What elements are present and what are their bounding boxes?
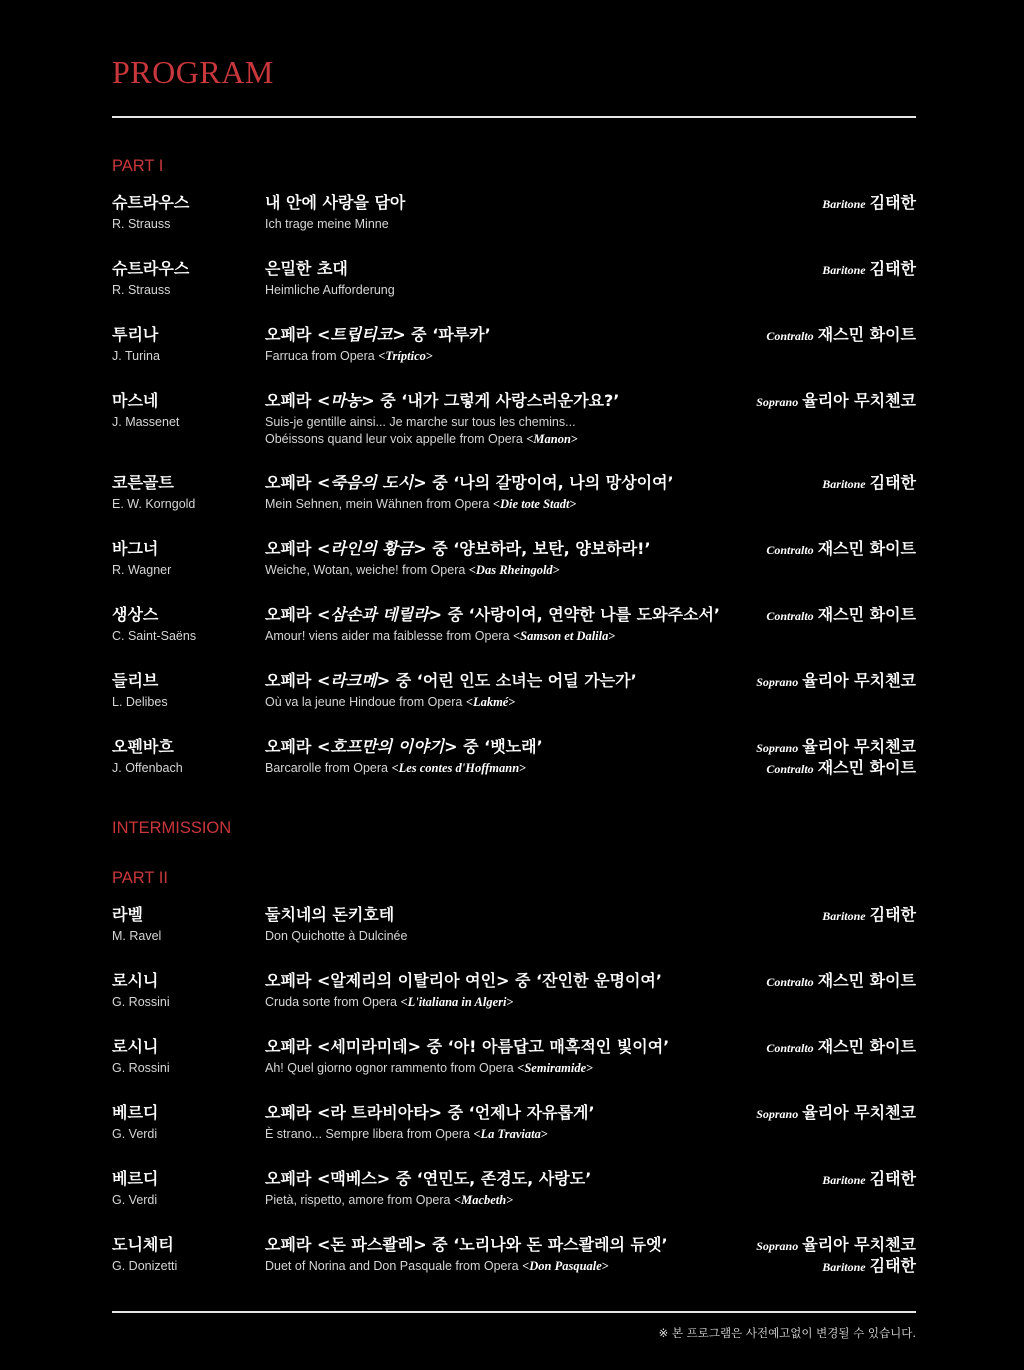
work (265, 905, 735, 945)
composer-name-en: C. Saint-Saëns (112, 629, 197, 643)
angle-bracket: > (425, 349, 433, 363)
work-title-en (265, 928, 735, 945)
performer-name: 재스민 화이트 (817, 539, 916, 558)
work-title-text: Farruca from Opera (265, 349, 379, 363)
work-title-en (265, 1060, 735, 1077)
performer-name: 율리아 무치첸코 (802, 1103, 916, 1122)
work (265, 391, 735, 448)
work-title-en (265, 628, 735, 645)
work-title-ko (265, 1169, 735, 1189)
angle-bracket: > (508, 695, 516, 709)
composer-name-ko: 코른골트 (112, 473, 174, 492)
composer-name-en: G. Rossini (112, 1061, 170, 1075)
opera-title-en: La Traviata (480, 1127, 541, 1141)
work-title-text: Suis-je gentille ainsi... Je marche sur tous les chemins... (265, 415, 576, 429)
performer-name: 율리아 무치첸코 (802, 391, 916, 410)
voice-type: Baritone (822, 263, 866, 277)
work-title-text: 오페라 < (265, 737, 331, 756)
angle-bracket: < (468, 563, 476, 577)
performer-name: 김태한 (869, 193, 916, 212)
composer-name-en: G. Donizetti (112, 1259, 178, 1273)
composer-name-en: R. Strauss (112, 283, 171, 297)
composer (112, 473, 262, 512)
performer (756, 1256, 916, 1277)
work (265, 539, 735, 579)
performer-name: 율리아 무치첸코 (802, 671, 916, 690)
composer-name-ko: 들리브 (112, 671, 159, 690)
composer (112, 259, 262, 298)
angle-bracket: < (378, 349, 386, 363)
composer-name-ko: 로시니 (112, 1037, 159, 1056)
work-title-text: 오페라 < (265, 539, 331, 558)
work-title-ko (265, 1235, 735, 1255)
work-title-text: Amour! viens aider ma faiblesse from Opera (265, 629, 514, 643)
composer (112, 325, 262, 364)
work-title-text: 오페라 <세미라미데> 중 ‘아! 아름답고 매혹적인 빛이여’ (265, 1037, 670, 1056)
opera-title-en: Die tote Stadt (500, 497, 570, 511)
opera-title-en: Das Rheingold (475, 563, 553, 577)
work (265, 1103, 735, 1143)
voice-type: Baritone (822, 477, 866, 491)
angle-bracket: < (465, 695, 473, 709)
composer-name-en: M. Ravel (112, 929, 162, 943)
work (265, 971, 735, 1011)
work-title-text: Weiche, Wotan, weiche! from Opera (265, 563, 469, 577)
work-title-ko (265, 605, 735, 625)
opera-title-en: Manon (533, 432, 571, 446)
performers (822, 193, 916, 214)
composer-name-en: G. Verdi (112, 1193, 158, 1207)
performer (756, 1235, 916, 1256)
composer-name-ko: 베르디 (112, 1169, 159, 1188)
voice-type: Baritone (822, 1260, 866, 1274)
opera-title-en: L'italiana in Algeri (407, 995, 507, 1009)
composer-name-ko: 베르디 (112, 1103, 159, 1122)
work-title-en (265, 1258, 735, 1275)
performer (766, 1037, 916, 1058)
angle-bracket: < (453, 1193, 462, 1207)
work-title-text: 오페라 < (265, 325, 331, 344)
work-title-text: 오페라 < (265, 473, 331, 492)
work-title-en (265, 1192, 735, 1209)
angle-bracket: < (522, 1259, 530, 1273)
voice-type: Contralto (766, 975, 814, 989)
work-title-en (265, 348, 735, 365)
composer-name-en: J. Offenbach (112, 761, 183, 775)
work-title-en (265, 1126, 735, 1143)
performer (822, 193, 916, 214)
composer (112, 193, 262, 232)
performer-name: 김태한 (869, 1169, 916, 1188)
composer-name-ko: 투리나 (112, 325, 159, 344)
performer-name: 재스민 화이트 (817, 1037, 916, 1056)
angle-bracket: > (601, 1259, 609, 1273)
angle-bracket: < (526, 432, 534, 446)
work (265, 1037, 735, 1077)
work (265, 605, 735, 645)
angle-bracket: < (391, 761, 399, 775)
work-title-text: 오페라 <알제리의 이탈리아 여인> 중 ‘잔인한 운명이여’ (265, 971, 662, 990)
angle-bracket: < (517, 1061, 525, 1075)
composer-name-en: J. Massenet (112, 415, 180, 429)
angle-bracket: > (519, 761, 527, 775)
voice-type: Soprano (756, 395, 799, 409)
work-title-ko (265, 391, 735, 411)
voice-type: Baritone (822, 197, 866, 211)
opera-title-en: Don Pasquale (529, 1259, 602, 1273)
performer-name: 재스민 화이트 (817, 758, 916, 777)
performers (756, 737, 916, 779)
work-title-ko (265, 671, 735, 691)
work-title-text: Duet of Norina and Don Pasquale from Opera (265, 1259, 523, 1273)
performer-name: 재스민 화이트 (817, 325, 916, 344)
performer-name: 재스민 화이트 (817, 971, 916, 990)
work-title-text: Ah! Quel giorno ognor rammento from Opera (265, 1061, 518, 1075)
opera-title-en: Macbeth (461, 1193, 507, 1207)
work-title-ko (265, 971, 735, 991)
work-title-text: È strano... Sempre libera from Opera (265, 1127, 474, 1141)
angle-bracket: > (586, 1061, 594, 1075)
work-title-en (265, 562, 735, 579)
work-title-ko (265, 473, 735, 493)
performers (822, 473, 916, 494)
opera-title-ko: 삼손과 데릴라 (330, 605, 429, 624)
work-title-en (265, 994, 735, 1011)
work-title-text: 오페라 < (265, 391, 331, 410)
composer (112, 1037, 262, 1076)
voice-type: Soprano (756, 675, 799, 689)
composer-name-ko: 마스네 (112, 391, 159, 410)
performer (756, 671, 916, 692)
work-title-text: 둘치네의 돈키호테 (265, 905, 395, 924)
work-title-en (265, 282, 735, 299)
composer-name-ko: 슈트라우스 (112, 193, 190, 212)
bottom-divider (112, 1311, 916, 1313)
performer (756, 1103, 916, 1124)
performer (766, 539, 916, 560)
performer (756, 391, 916, 412)
performers (756, 1235, 916, 1277)
work-title-text: 오페라 < (265, 605, 331, 624)
performer-name: 율리아 무치첸코 (802, 737, 916, 756)
section-intermission: INTERMISSION (112, 819, 232, 837)
performers (756, 391, 916, 412)
work-title-ko (265, 1103, 735, 1123)
performers (822, 1169, 916, 1190)
angle-bracket: > (506, 995, 514, 1009)
performers (766, 539, 916, 560)
voice-type: Baritone (822, 909, 866, 923)
voice-type: Soprano (756, 1239, 799, 1253)
voice-type: Contralto (766, 543, 814, 557)
composer (112, 539, 262, 578)
work-title-text: Mein Sehnen, mein Wähnen from Opera (265, 497, 493, 511)
angle-bracket: < (492, 497, 501, 511)
work-title-en (265, 694, 735, 711)
work-title-ko (265, 325, 735, 345)
work-title-en (265, 216, 735, 233)
work (265, 325, 735, 365)
opera-title-en: Semiramide (524, 1061, 587, 1075)
work-title-en (265, 760, 735, 777)
performers (766, 605, 916, 626)
voice-type: Baritone (822, 1173, 866, 1187)
performer-name: 김태한 (869, 259, 916, 278)
composer-name-en: G. Verdi (112, 1127, 158, 1141)
angle-bracket: > (569, 497, 577, 511)
voice-type: Contralto (766, 762, 814, 776)
work-title-text: Cruda sorte from Opera (265, 995, 401, 1009)
opera-title-en: Les contes d'Hoffmann (398, 761, 520, 775)
composer-name-ko: 생상스 (112, 605, 159, 624)
top-divider (112, 116, 916, 118)
performers (766, 971, 916, 992)
work-title-text: 오페라 <돈 파스콸레> 중 ‘노리나와 돈 파스콸레의 듀엣’ (265, 1235, 668, 1254)
work-title-text: > 중 ‘사랑이여, 연약한 나를 도와주소서’ (428, 605, 721, 624)
angle-bracket: < (513, 629, 521, 643)
work (265, 1169, 735, 1209)
angle-bracket: > (608, 629, 616, 643)
opera-title-ko: 트립티코 (330, 325, 393, 344)
work-title-en (265, 414, 735, 431)
composer-name-ko: 도니체티 (112, 1235, 174, 1254)
composer-name-ko: 오펜바흐 (112, 737, 174, 756)
performer (756, 758, 916, 779)
composer (112, 1235, 262, 1274)
work-title-text: 은밀한 초대 (265, 259, 348, 278)
composer (112, 391, 262, 430)
performer (766, 605, 916, 626)
work-title-ko (265, 1037, 735, 1057)
opera-title-ko: 라크메 (330, 671, 377, 690)
work-title-ko (265, 259, 735, 279)
performer-name: 율리아 무치첸코 (802, 1235, 916, 1254)
work-title-ko (265, 737, 735, 757)
work (265, 193, 735, 233)
work-title-text: Ich trage meine Minne (265, 217, 389, 231)
performer (822, 473, 916, 494)
work-title-text: Où va la jeune Hindoue from Opera (265, 695, 466, 709)
composer (112, 905, 262, 944)
performer (822, 1169, 916, 1190)
angle-bracket: > (540, 1127, 548, 1141)
composer-name-en: R. Wagner (112, 563, 172, 577)
performers (822, 905, 916, 926)
performer (822, 259, 916, 280)
opera-title-en: Samson et Dalila (520, 629, 609, 643)
work (265, 473, 735, 513)
voice-type: Soprano (756, 741, 799, 755)
opera-title-en: Lakmé (472, 695, 509, 709)
work (265, 671, 735, 711)
work-title-text: Heimliche Aufforderung (265, 283, 395, 297)
work-title-text: 오페라 < (265, 671, 331, 690)
performer (822, 905, 916, 926)
opera-title-ko: 죽음의 도시 (330, 473, 414, 492)
voice-type: Soprano (756, 1107, 799, 1121)
performer-name: 재스민 화이트 (817, 605, 916, 624)
composer-name-ko: 바그너 (112, 539, 159, 558)
work-title-text: > 중 ‘어린 인도 소녀는 어딜 가는가’ (376, 671, 637, 690)
composer (112, 1103, 262, 1142)
work-title-text: > 중 ‘나의 갈망이여, 나의 망상이여’ (413, 473, 674, 492)
voice-type: Contralto (766, 609, 814, 623)
footnote: ※ 본 프로그램은 사전예고없이 변경될 수 있습니다. (658, 1326, 916, 1340)
performer-name: 김태한 (869, 905, 916, 924)
voice-type: Contralto (766, 329, 814, 343)
work-title-text: > 중 ‘파루카’ (392, 325, 491, 344)
composer-name-en: L. Delibes (112, 695, 168, 709)
work-title-ko (265, 905, 735, 925)
opera-title-ko: 마농 (330, 391, 362, 410)
work-title-text: > 중 ‘뱃노래’ (444, 737, 543, 756)
performer-name: 김태한 (869, 1256, 916, 1275)
voice-type: Contralto (766, 1041, 814, 1055)
composer-name-en: R. Strauss (112, 217, 171, 231)
angle-bracket: > (552, 563, 560, 577)
composer-name-ko: 라벨 (112, 905, 143, 924)
work-title-text: Pietà, rispetto, amore from Opera (265, 1193, 454, 1207)
work-title-text: Obéissons quand leur voix appelle from Opera (265, 432, 527, 446)
angle-bracket: > (506, 1193, 514, 1207)
performers (822, 259, 916, 280)
work (265, 1235, 735, 1275)
opera-title-ko: 라인의 황금 (330, 539, 414, 558)
performer (766, 325, 916, 346)
composer-name-en: J. Turina (112, 349, 160, 363)
performers (766, 325, 916, 346)
composer-name-ko: 슈트라우스 (112, 259, 190, 278)
work-title-text: Barcarolle from Opera (265, 761, 392, 775)
work-title-ko (265, 539, 735, 559)
work (265, 737, 735, 777)
opera-title-ko: 호프만의 이야기 (330, 737, 445, 756)
composer (112, 671, 262, 710)
composer (112, 737, 262, 776)
opera-title-en: Tríptico (385, 349, 426, 363)
composer (112, 1169, 262, 1208)
performers (756, 1103, 916, 1124)
work-title-text: 오페라 <라 트라비아타> 중 ‘언제나 자유롭게’ (265, 1103, 595, 1122)
section-part-2: PART II (112, 869, 168, 887)
section-part-1: PART I (112, 157, 164, 175)
performer (756, 737, 916, 758)
angle-bracket: < (473, 1127, 481, 1141)
work (265, 259, 735, 299)
work-title-en (265, 496, 735, 513)
composer (112, 971, 262, 1010)
angle-bracket: > (570, 432, 579, 446)
work-title-text: 내 안에 사랑을 담아 (265, 193, 406, 212)
performer-name: 김태한 (869, 473, 916, 492)
angle-bracket: < (400, 995, 408, 1009)
work-title-text: Don Quichotte à Dulcinée (265, 929, 408, 943)
work-title-en (265, 431, 735, 448)
composer (112, 605, 262, 644)
composer-name-en: G. Rossini (112, 995, 170, 1009)
performers (756, 671, 916, 692)
performers (766, 1037, 916, 1058)
work-title-text: > 중 ‘내가 그렇게 사랑스러운가요?’ (361, 391, 620, 410)
page-title: PROGRAM (112, 54, 274, 90)
work-title-ko (265, 193, 735, 213)
work-title-text: > 중 ‘양보하라, 보탄, 양보하라!’ (413, 539, 651, 558)
work-title-text: 오페라 <맥베스> 중 ‘연민도, 존경도, 사랑도’ (265, 1169, 592, 1188)
composer-name-ko: 로시니 (112, 971, 159, 990)
composer-name-en: E. W. Korngold (112, 497, 196, 511)
performer (766, 971, 916, 992)
